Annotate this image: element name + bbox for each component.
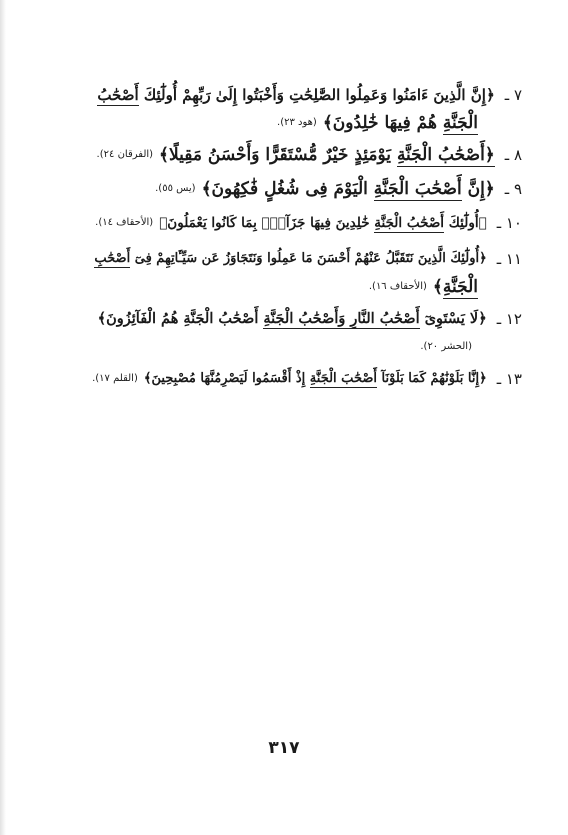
entry-number: ٨ ـ bbox=[504, 145, 522, 164]
underlined-phrase: أَصْحَٰبُ bbox=[97, 85, 139, 104]
verse-text: ﴿لَا يَسْتَوِىٓ أَصْحَٰبُ النَّارِ وَأَصْحَٰبُ الْجَنَّةِ أَصْحَٰبُ الْجَنَّةِ هُمُ الْفَآئِزُونَ﴾ bbox=[97, 310, 487, 327]
surah-reference: (هود ٢٣). bbox=[277, 117, 317, 128]
entry-number: ١١ ـ bbox=[496, 249, 522, 268]
underlined-phrase: الْجَنَّةِ bbox=[442, 113, 478, 133]
entry-number: ٧ ـ bbox=[504, 85, 522, 104]
verse-line-continued bbox=[92, 336, 522, 364]
underlined-phrase: الْجَنَّةِ bbox=[442, 277, 478, 297]
surah-reference: (الأحقاف ١٤). bbox=[95, 217, 154, 228]
verse-entry-10 bbox=[92, 212, 522, 240]
underlined-phrase: أَصْحَٰبَ الْجَنَّةِ bbox=[309, 371, 377, 386]
scan-edge-shadow bbox=[0, 0, 6, 835]
verse-line bbox=[92, 178, 522, 206]
surah-reference: (يس ٥٥). bbox=[155, 183, 196, 194]
page-number: ٣١٧ bbox=[268, 738, 300, 758]
verse-line bbox=[92, 308, 522, 336]
underlined-phrase: أَصْحَٰبُ النَّارِ وَأَصْحَٰبُ الْجَنَّةِ bbox=[263, 310, 420, 327]
entry-number: ١٢ ـ bbox=[496, 309, 522, 328]
surah-reference: (الفرقان ٢٤). bbox=[96, 149, 154, 160]
verse-text: ﴿إِنَّ أَصْحَٰبَ الْجَنَّةِ الْيَوْمَ فِى شُغُلٍ فَٰكِهُونَ﴾ bbox=[201, 179, 495, 199]
surah-reference: (الأحقاف ١٦). bbox=[368, 281, 427, 292]
verse-entry-8 bbox=[92, 144, 522, 172]
verse-line bbox=[92, 248, 522, 276]
entry-number: ١٠ ـ bbox=[496, 213, 522, 232]
verse-text: ﴿أَصْحَٰبُ الْجَنَّةِ يَوْمَئِذٍ خَيْرٌ مُّسْتَقَرًّا وَأَحْسَنُ مَقِيلًا﴾ bbox=[159, 145, 495, 165]
verse-line bbox=[92, 212, 522, 240]
verse-entry-11 bbox=[92, 248, 522, 304]
verse-text: ﴿إِنَّا بَلَوْنَٰهُمْ كَمَا بَلَوْنَآ أَصْحَٰبَ الْجَنَّةِ إِذْ أَقْسَمُوا لَيَصْرِمُنَّهَا مُصْبِحِينَ﴾ bbox=[143, 371, 487, 386]
verse-entry-12 bbox=[92, 308, 522, 364]
verse-text: ﴿أُولَٰٓئِكَ الَّذِينَ نَتَقَبَّلُ عَنْهُمْ أَحْسَنَ مَا عَمِلُوا وَنَتَجَاوَزُ عَن سَيِّـَٔاتِهِمْ فِىٓ أَصْحَٰبِ bbox=[94, 251, 487, 266]
verse-entry-7 bbox=[92, 84, 522, 140]
verse-text: ﴿إِنَّ الَّذِينَ ءَامَنُوا وَعَمِلُوا الصَّٰلِحَٰتِ وَأَخْبَتُوا إِلَىٰ رَبِّهِمْ أُولَٰٓئِكَ أَصْحَٰبُ bbox=[97, 85, 495, 104]
entry-number: ١٣ ـ bbox=[496, 369, 522, 388]
verse-line bbox=[92, 144, 522, 172]
verse-text: الْجَنَّةِ﴾ bbox=[432, 277, 478, 297]
underlined-phrase: أَصْحَٰبَ الْجَنَّةِ bbox=[373, 179, 462, 199]
entry-number: ٩ ـ bbox=[504, 179, 522, 198]
verse-text: الْجَنَّةِ هُمْ فِيهَا خَٰلِدُونَ﴾ bbox=[322, 113, 478, 133]
surah-reference: (الحشر ٢٠). bbox=[420, 341, 472, 352]
verse-entry-13 bbox=[92, 368, 522, 396]
underlined-phrase: ﴿أَصْحَٰبُ الْجَنَّةِ bbox=[396, 145, 495, 165]
underlined-phrase: أَصْحَٰبُ الْجَنَّةِ bbox=[374, 214, 445, 231]
verse-text: ﴿أُولَٰٓئِكَ أَصْحَٰبُ الْجَنَّةِ خَٰلِدِينَ فِيهَا جَزَآءًۢ بِمَا كَانُوا يَعْمَلُونَ﴾ bbox=[159, 214, 487, 231]
underlined-phrase: أَصْحَٰبِ bbox=[94, 251, 131, 266]
surah-reference: (القلم ١٧). bbox=[92, 373, 138, 384]
verse-line bbox=[92, 368, 522, 396]
verse-line bbox=[92, 84, 522, 112]
verse-line-continued bbox=[92, 112, 522, 140]
verse-line-continued bbox=[92, 276, 522, 304]
verse-entry-9 bbox=[92, 178, 522, 206]
